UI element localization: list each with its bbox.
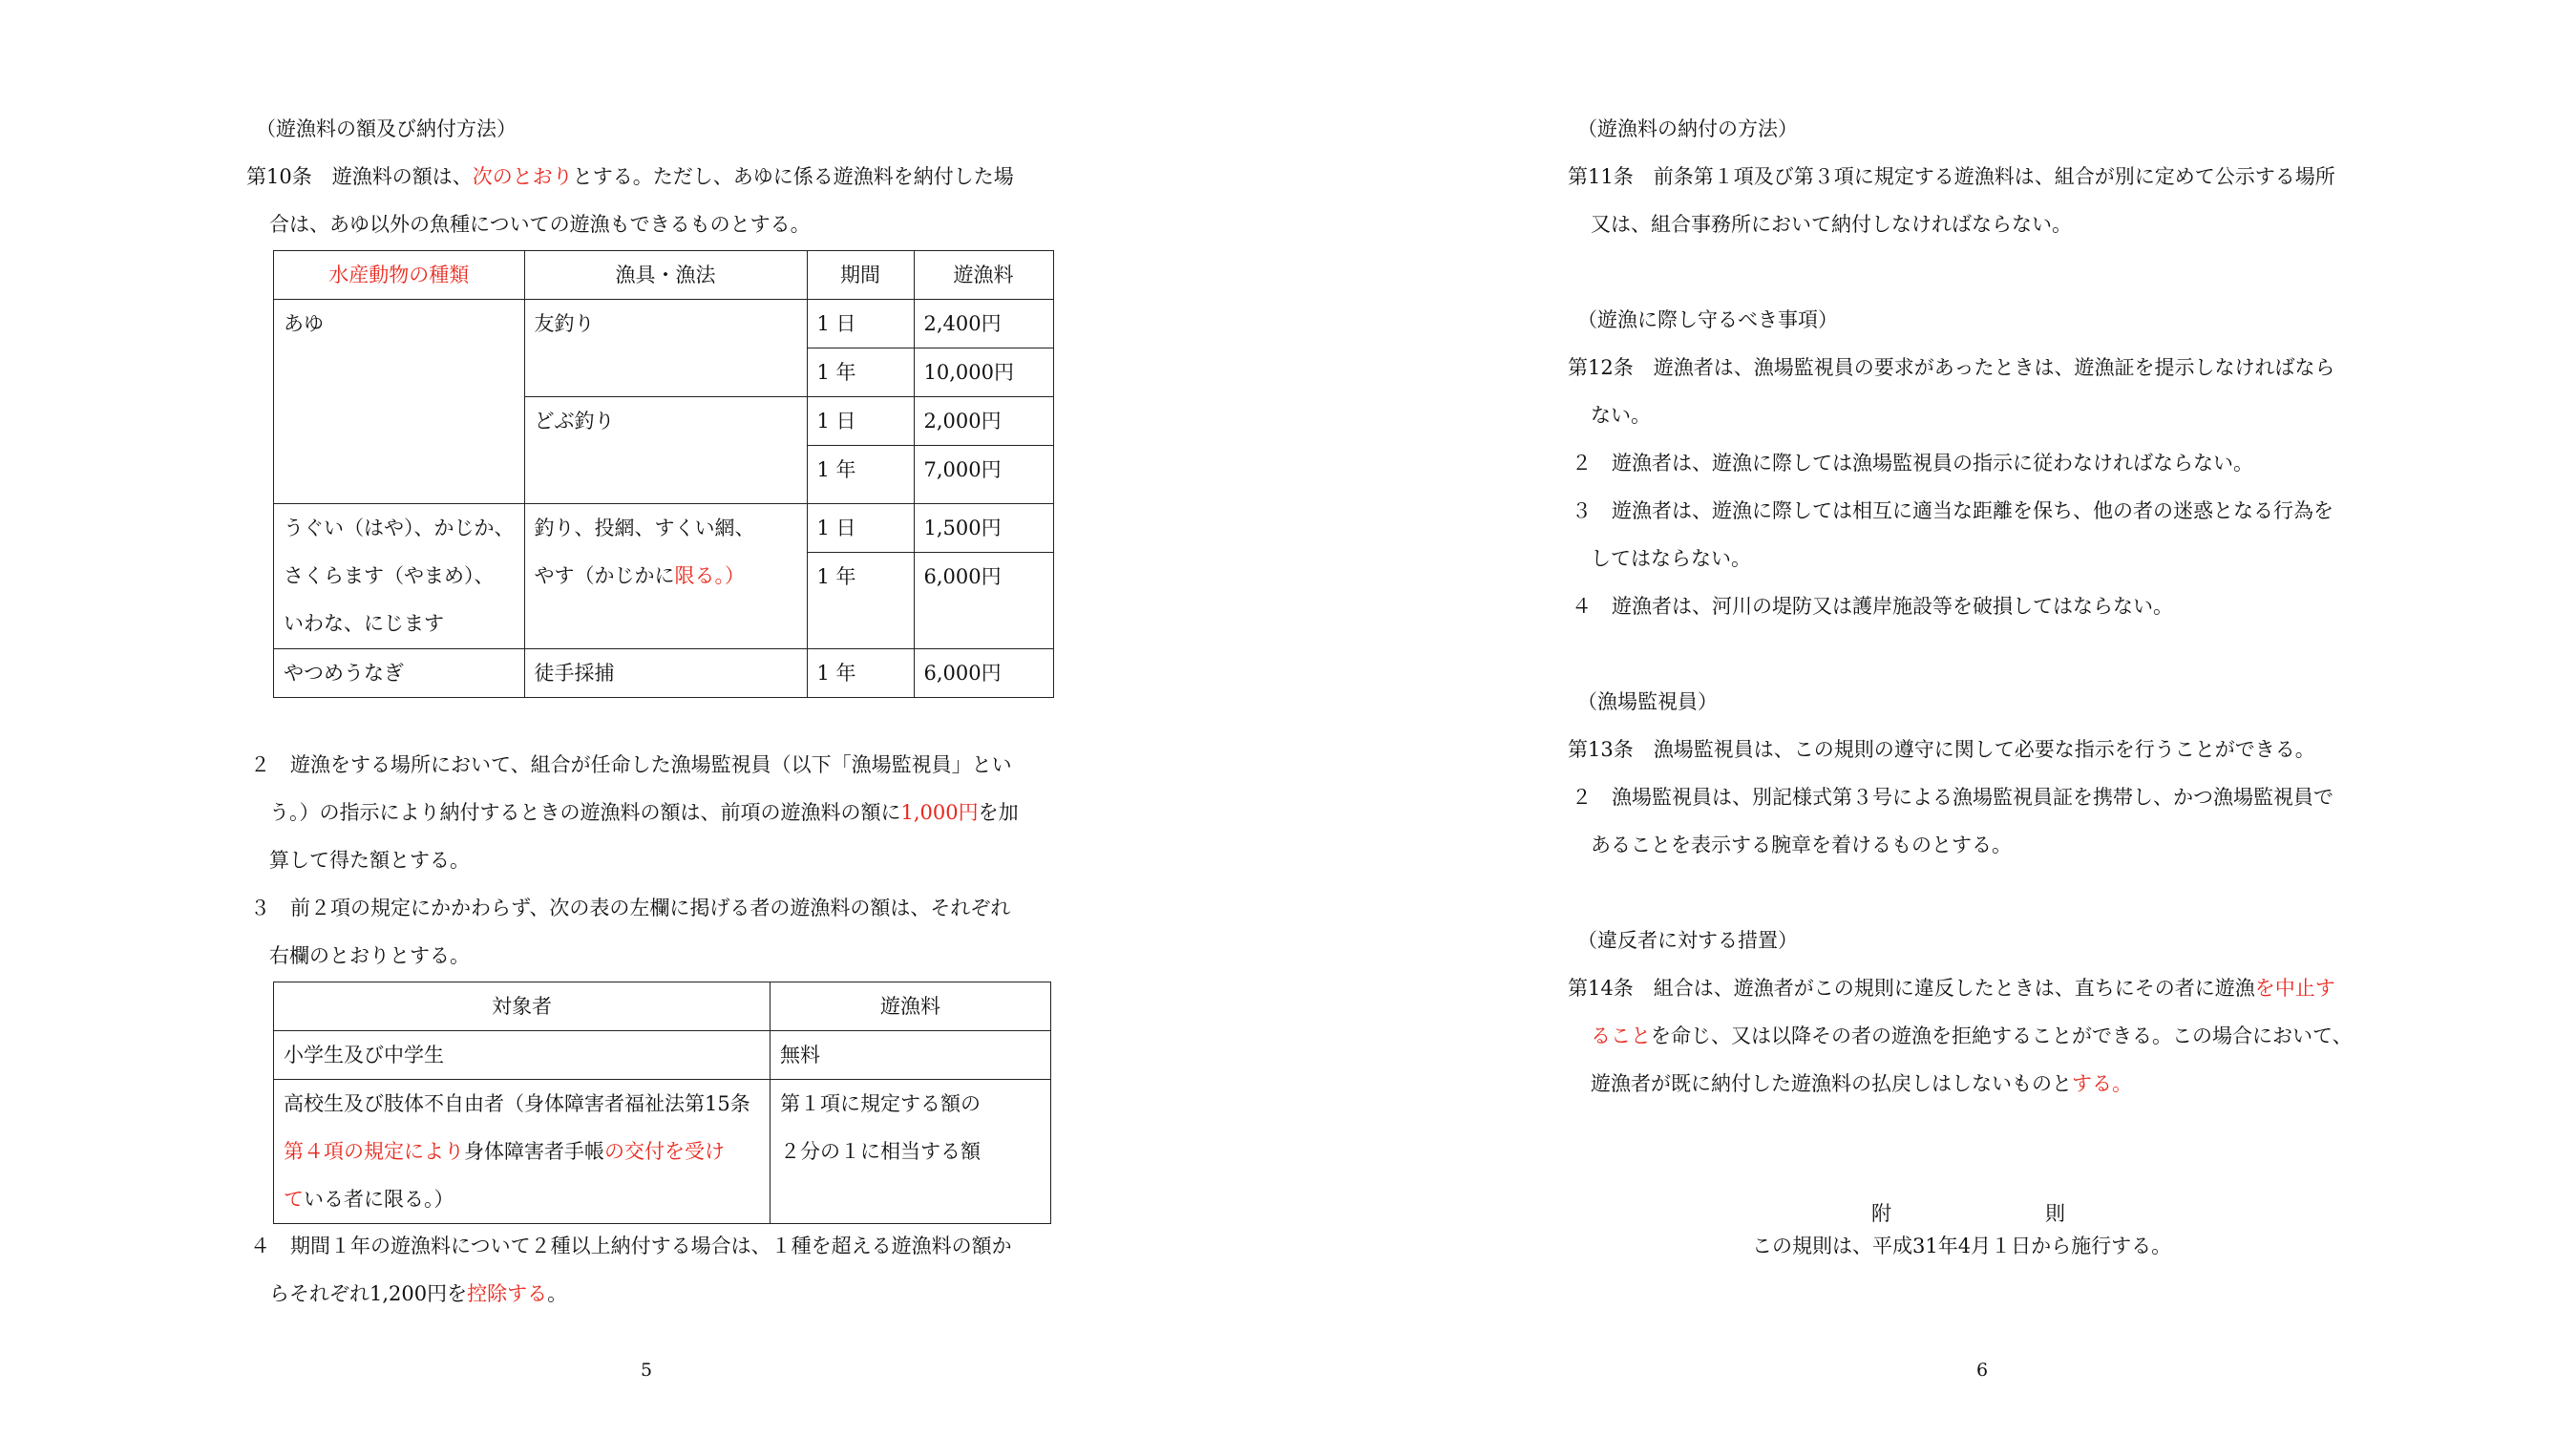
target-line	[284, 1128, 760, 1175]
article-14-line2	[1591, 1022, 2353, 1050]
article-11-line2: 又は、組合事務所において納付しなければならない。	[1591, 213, 2072, 236]
fee-cell: 10,000円	[914, 348, 1053, 397]
para-2-line2	[269, 798, 1019, 827]
period-cell: 1 年	[807, 553, 914, 649]
art10-text-a: 第10条 遊漁料の額は、	[246, 165, 473, 188]
para-2-line3: 算して得た額とする。	[269, 849, 470, 872]
article-12-line2: ない。	[1591, 404, 1651, 427]
table-header-row	[274, 251, 1054, 300]
fee-cell: 2,400円	[914, 300, 1053, 348]
fee-line: ２分の１に相当する額	[780, 1140, 981, 1163]
article-12-para4: ４ 遊漁者は、河川の堤防又は護岸施設等を破損してはならない。	[1572, 595, 2173, 618]
art14-text: 遊漁者が既に納付した遊漁料の払戻しはしないものと	[1591, 1072, 2072, 1095]
supplementary-heading-a: 附	[1871, 1202, 1891, 1225]
fee-cell: 7,000円	[914, 446, 1053, 504]
period-cell: 1 年	[807, 446, 914, 504]
art14-text: を命じ、又は以降その者の遊漁を拒絶することができる。この場合において、	[1651, 1024, 2353, 1047]
article-10-line1	[246, 162, 1014, 191]
para-2-line1: ２ 遊漁をする場所において、組合が任命した漁場監視員（以下「漁場監視員」とい	[250, 753, 1012, 776]
supplementary-text: この規則は、平成31年4月１日から施行する。	[1752, 1235, 2172, 1257]
period-cell: 1 年	[807, 348, 914, 397]
art14-red: ること	[1591, 1024, 1651, 1047]
fee-cell: 6,000円	[914, 553, 1053, 649]
art10-text-b: とする。ただし、あゆに係る遊漁料を納付した場	[572, 165, 1014, 188]
para4-red: 控除する	[467, 1282, 548, 1305]
period-cell: 1 日	[807, 504, 914, 553]
gear-text: やす（かじかに	[534, 564, 675, 587]
species-cell	[274, 504, 525, 649]
table-header-row	[274, 982, 1051, 1031]
article-13-para2-line2: あることを表示する腕章を着けるものとする。	[1591, 834, 2012, 856]
article-14-line3	[1591, 1069, 2132, 1098]
fee-cell: 2,000円	[914, 397, 1053, 446]
target-red: の交付を受け	[604, 1140, 725, 1163]
page-number: 5	[641, 1360, 653, 1381]
species-line: さくらます（やまめ）、	[284, 564, 495, 587]
gear-cell: 友釣り	[524, 300, 807, 397]
species-line: いわな、にじます	[284, 612, 444, 635]
species-cell: やつめうなぎ	[274, 649, 525, 698]
fee-table	[273, 250, 1054, 698]
fee-cell	[771, 1080, 1051, 1224]
article-12-para2: ２ 遊漁者は、遊漁に際しては漁場監視員の指示に従わなければならない。	[1572, 452, 2253, 475]
table-header: 水産動物の種類	[274, 251, 525, 300]
article-12-para3-line1: ３ 遊漁者は、遊漁に際しては相互に適当な距離を保ち、他の者の迷惑となる行為を	[1572, 499, 2333, 522]
period-cell: 1 年	[807, 649, 914, 698]
target-red: 第４項の規定により	[284, 1140, 464, 1163]
table-row	[274, 649, 1054, 698]
para2-text-b: を加	[978, 801, 1019, 824]
table-header: 遊漁料	[914, 251, 1053, 300]
target-text: いる者に限る。）	[304, 1188, 454, 1211]
article-10-line2: 合は、あゆ以外の魚種についての遊漁もできるものとする。	[269, 213, 811, 236]
period-cell: 1 日	[807, 397, 914, 446]
page-6	[1288, 0, 2576, 1436]
heading-14: （違反者に対する措置）	[1577, 929, 1798, 952]
heading-fee: （遊漁料の額及び納付方法）	[256, 117, 517, 140]
article-12-line1: 第12条 遊漁者は、漁場監視員の要求があったときは、遊漁証を提示しなければなら	[1568, 356, 2335, 379]
species-line: うぐい（はや）、かじか、	[284, 517, 515, 539]
target-text: 身体障害者手帳	[464, 1140, 604, 1163]
art10-red: 次のとおり	[472, 165, 573, 188]
para2-text: う。）の指示により納付するときの遊漁料の額は、前項の遊漁料の額に	[269, 801, 901, 824]
heading-12: （遊漁に際し守るべき事項）	[1577, 308, 1838, 331]
art14-red: を中止す	[2254, 977, 2335, 1000]
para2-red: 1,000円	[900, 801, 979, 824]
fee-cell: 無料	[771, 1031, 1051, 1080]
table-row	[274, 1031, 1051, 1080]
table-row	[274, 1080, 1051, 1224]
table-header: 期間	[807, 251, 914, 300]
gear-cell	[524, 504, 807, 649]
article-14-line1	[1568, 974, 2335, 1003]
fee-cell: 1,500円	[914, 504, 1053, 553]
table-header: 対象者	[274, 982, 771, 1031]
page-number: 6	[1976, 1360, 1989, 1381]
gear-line: 釣り、投網、すくい網、	[534, 517, 755, 539]
fee-line: 第１項に規定する額の	[780, 1092, 981, 1115]
table-row	[274, 300, 1054, 348]
heading-11: （遊漁料の納付の方法）	[1577, 117, 1798, 140]
para-4-line2	[269, 1279, 567, 1308]
para4-text: らそれぞれ1,200円を	[269, 1282, 468, 1305]
art14-text: 第14条 組合は、遊漁者がこの規則に違反したときは、直ちにその者に遊漁	[1568, 977, 2255, 1000]
art14-red: する。	[2072, 1072, 2132, 1095]
table-header: 漁具・漁法	[524, 251, 807, 300]
target-line	[284, 1175, 760, 1223]
fee-cell: 6,000円	[914, 649, 1053, 698]
period-cell: 1 日	[807, 300, 914, 348]
supplementary-heading-b: 則	[2045, 1202, 2065, 1225]
target-red: て	[284, 1188, 304, 1211]
para4-text-b: 。	[547, 1282, 568, 1305]
gear-cell: 徒手採捕	[524, 649, 807, 698]
article-11-line1: 第11条 前条第１項及び第３項に規定する遊漁料は、組合が別に定めて公示する場所	[1568, 165, 2335, 188]
target-cell	[274, 1080, 771, 1224]
heading-13: （漁場監視員）	[1577, 690, 1718, 713]
species-cell: あゆ	[274, 300, 525, 504]
gear-red: 限る。）	[674, 564, 745, 587]
reduction-table	[273, 982, 1051, 1224]
table-header: 遊漁料	[771, 982, 1051, 1031]
target-line: 高校生及び肢体不自由者（身体障害者福祉法第15条	[284, 1092, 750, 1115]
para-4-line1: ４ 期間１年の遊漁料について２種以上納付する場合は、１種を超える遊漁料の額か	[250, 1235, 1012, 1257]
gear-line	[535, 552, 797, 600]
article-13-para2-line1: ２ 漁場監視員は、別記様式第３号による漁場監視員証を携帯し、かつ漁場監視員で	[1572, 786, 2333, 809]
table-row	[274, 504, 1054, 553]
para-3-line2: 右欄のとおりとする。	[269, 944, 470, 967]
article-12-para3-line2: してはならない。	[1591, 547, 1751, 570]
target-cell: 小学生及び中学生	[274, 1031, 771, 1080]
gear-cell: どぶ釣り	[524, 397, 807, 504]
para-3-line1: ３ 前２項の規定にかかわらず、次の表の左欄に掲げる者の遊漁料の額は、それぞれ	[250, 897, 1011, 919]
article-13-line1: 第13条 漁場監視員は、この規則の遵守に関して必要な指示を行うことができる。	[1568, 738, 2315, 761]
